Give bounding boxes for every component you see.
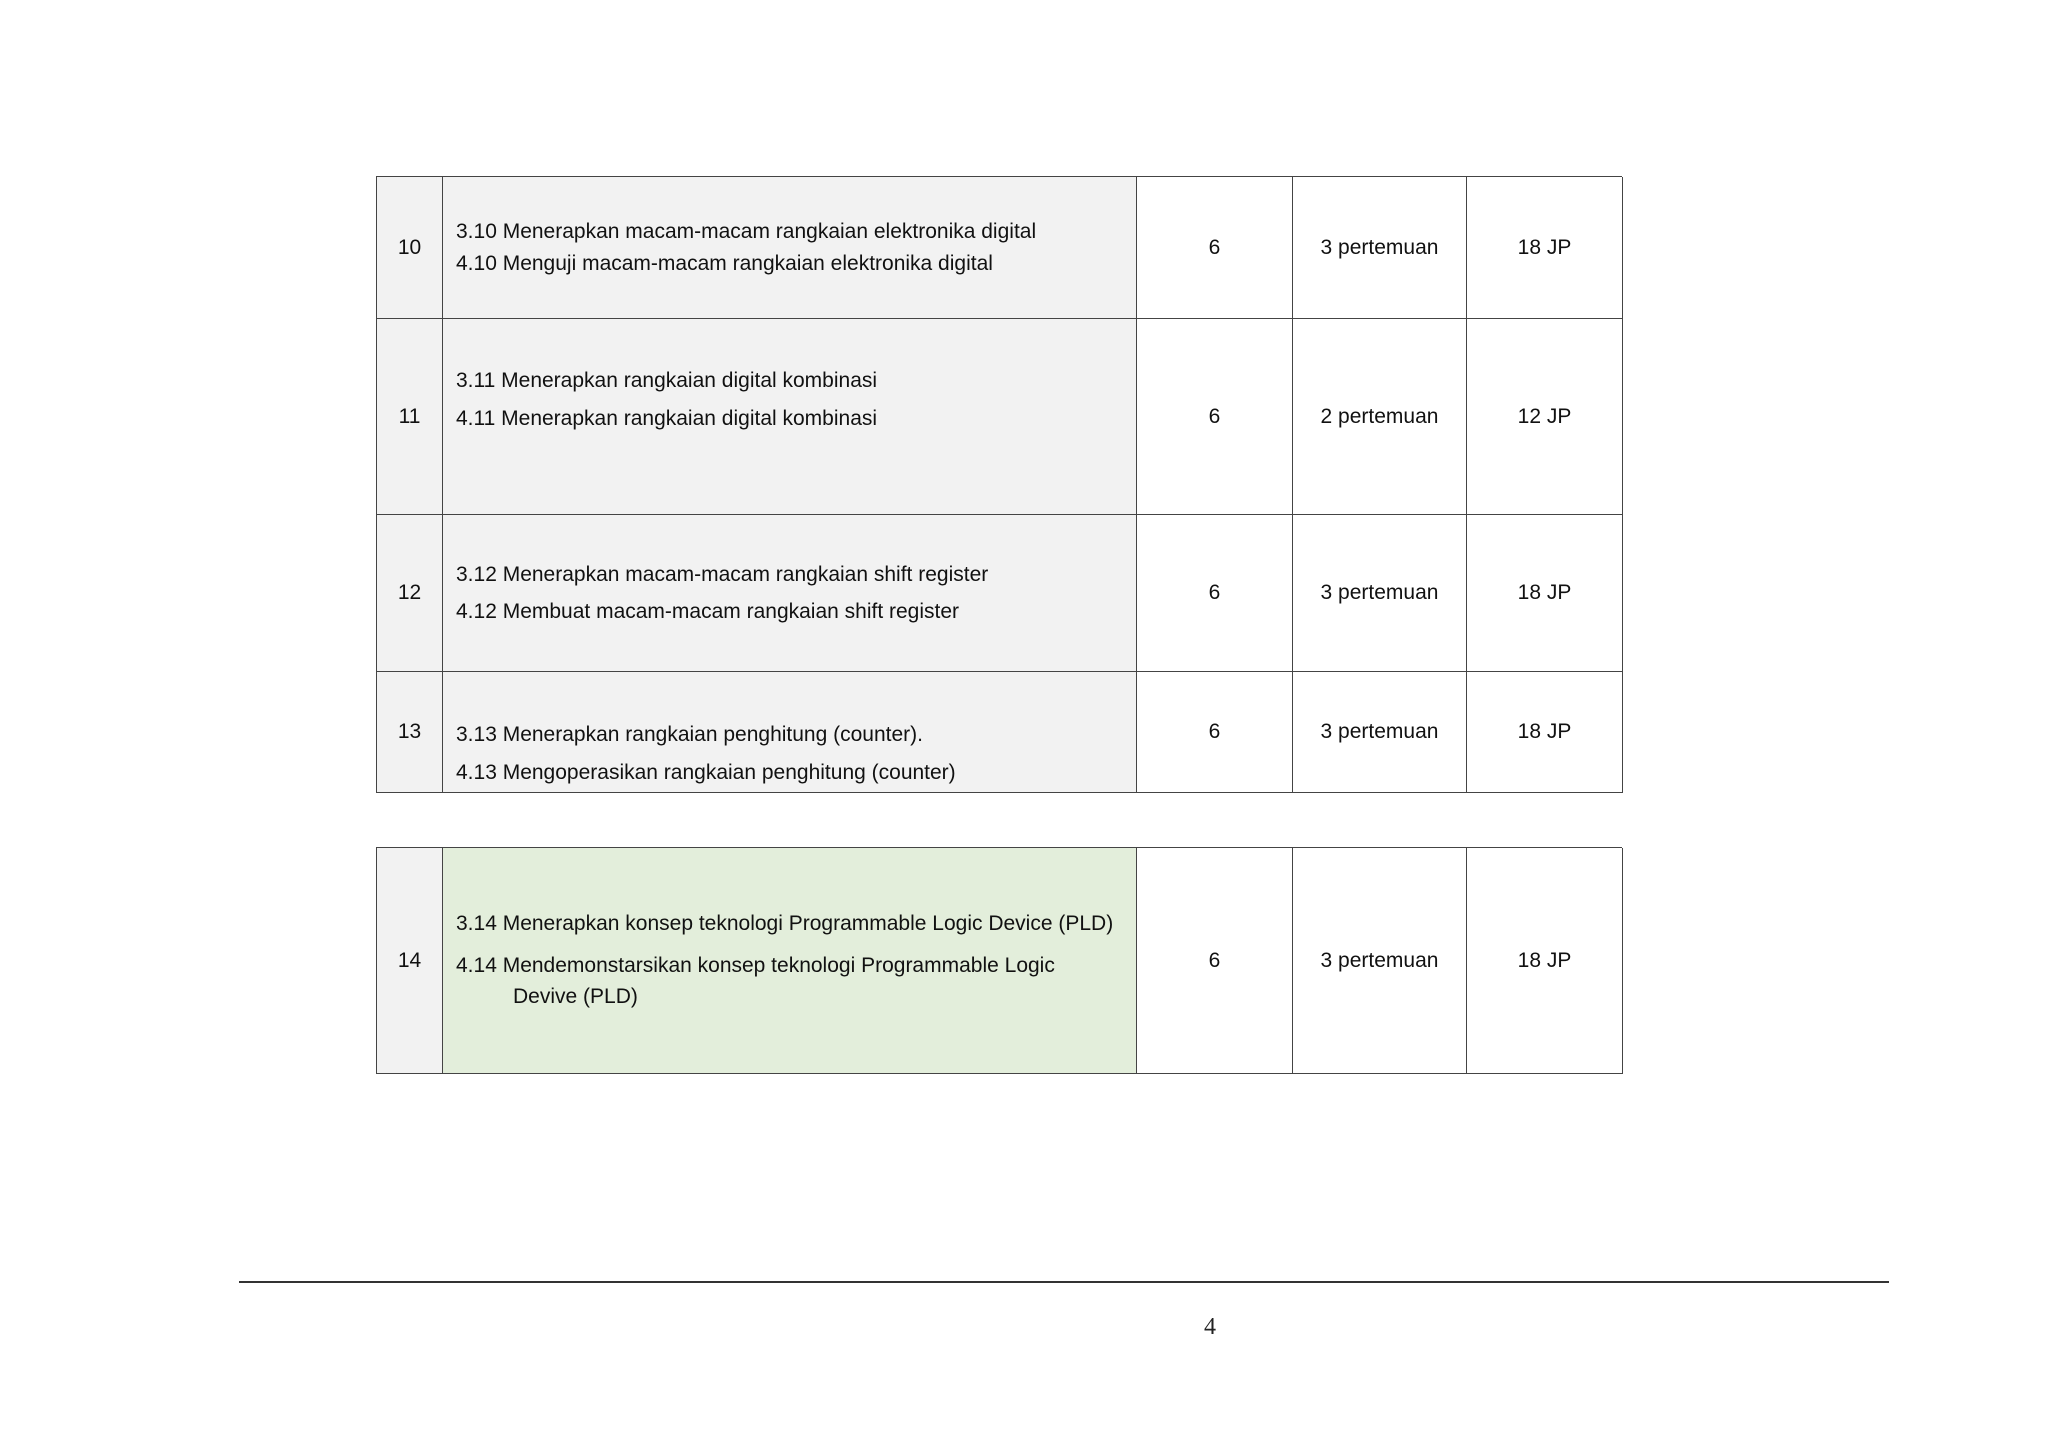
row-number: 12 — [397, 581, 422, 605]
competency-cell — [443, 177, 1137, 319]
total-jp: 18 JP — [1517, 235, 1572, 259]
jp-per-week: 6 — [1208, 404, 1221, 428]
total-jp-cell — [1467, 672, 1623, 793]
total-jp: 12 JP — [1517, 404, 1572, 428]
footer-divider — [239, 1281, 1889, 1283]
kd-skill-text: 4.13 Mengoperasikan rangkaian penghitung (counter) — [456, 760, 956, 784]
kd-knowledge-text: 3.12 Menerapkan macam-macam rangkaian shift register — [456, 562, 989, 586]
jp-per-week-cell — [1137, 848, 1293, 1074]
total-jp-cell — [1467, 177, 1623, 319]
jp-per-week: 6 — [1208, 720, 1221, 744]
row-number: 10 — [397, 235, 422, 259]
kd-skill-text: 4.14 Mendemonstarsikan konsep teknologi Programmable Logic Devive (PLD) — [456, 953, 1055, 1009]
kd-skill-text: 4.12 Membuat macam-macam rangkaian shift register — [456, 600, 960, 623]
total-jp-cell — [1467, 848, 1623, 1074]
jp-per-week-cell — [1137, 177, 1293, 319]
jp-per-week: 6 — [1208, 948, 1221, 972]
kd-skill-text: 4.11 Menerapkan rangkaian digital kombinasi — [456, 406, 878, 430]
row-number: 11 — [398, 404, 421, 428]
competency-cell — [443, 319, 1137, 515]
meetings-cell — [1293, 177, 1467, 319]
kd-knowledge-text: 3.11 Menerapkan rangkaian digital kombinasi — [456, 369, 878, 392]
total-jp: 18 JP — [1517, 720, 1572, 744]
competency-cell-highlighted — [443, 848, 1137, 1074]
meetings-cell — [1293, 319, 1467, 515]
kd-skill-text: 4.10 Menguji macam-macam rangkaian elektronika digital — [456, 251, 993, 275]
competency-cell — [443, 515, 1137, 672]
jp-per-week-cell — [1137, 672, 1293, 793]
competency-cell — [443, 672, 1137, 793]
row-number-cell — [377, 672, 443, 793]
jp-per-week: 6 — [1208, 235, 1221, 259]
total-jp: 18 JP — [1517, 948, 1572, 972]
kd-knowledge-text: 3.10 Menerapkan macam-macam rangkaian elektronika digital — [456, 220, 1037, 243]
kd-knowledge-text: 3.13 Menerapkan rangkaian penghitung (counter). — [456, 723, 923, 746]
row-number-cell — [377, 319, 443, 515]
page-number: 4 — [1204, 1314, 1216, 1340]
jp-per-week-cell — [1137, 515, 1293, 672]
total-jp: 18 JP — [1517, 581, 1572, 605]
row-number: 14 — [397, 948, 422, 972]
competency-table-extra — [376, 847, 1622, 1074]
meetings: 3 pertemuan — [1320, 948, 1439, 972]
row-number-cell — [377, 177, 443, 319]
kd-knowledge-text: 3.14 Menerapkan konsep teknologi Programmable Logic Device (PLD) — [456, 912, 1114, 936]
meetings: 2 pertemuan — [1320, 404, 1439, 428]
jp-per-week-cell — [1137, 319, 1293, 515]
meetings: 3 pertemuan — [1320, 235, 1439, 259]
competency-table-main — [376, 176, 1622, 793]
jp-per-week: 6 — [1208, 581, 1221, 605]
meetings-cell — [1293, 848, 1467, 1074]
meetings: 3 pertemuan — [1320, 720, 1439, 744]
total-jp-cell — [1467, 515, 1623, 672]
row-number: 13 — [397, 720, 422, 744]
meetings: 3 pertemuan — [1320, 581, 1439, 605]
row-number-cell — [377, 848, 443, 1074]
meetings-cell — [1293, 672, 1467, 793]
total-jp-cell — [1467, 319, 1623, 515]
row-number-cell — [377, 515, 443, 672]
meetings-cell — [1293, 515, 1467, 672]
